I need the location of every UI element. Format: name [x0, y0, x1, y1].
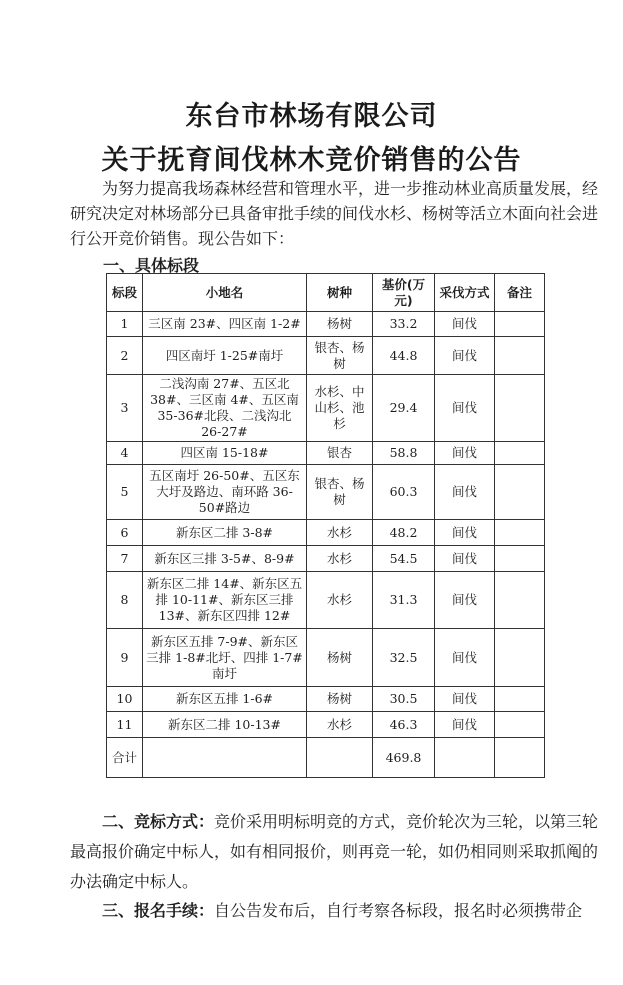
- table-row: [107, 442, 545, 465]
- cell-species: 杨树: [307, 629, 373, 687]
- table-row: [107, 337, 545, 375]
- cell-base-price: 44.8: [373, 337, 435, 375]
- cell-remark: [495, 629, 545, 687]
- cell-species: 水杉: [307, 546, 373, 572]
- cell-remark: [495, 442, 545, 465]
- cell-species: 银杏、杨树: [307, 465, 373, 520]
- cell-remark: [495, 337, 545, 375]
- cell-method: 间伐: [435, 687, 495, 712]
- header-cell: 备注: [495, 274, 545, 312]
- cell-location: 新东区五排 1-6#: [143, 687, 307, 712]
- cell-location: 五区南圩 26-50#、五区东大圩及路边、南环路 36-50#路边: [143, 465, 307, 520]
- header-cell: 基价(万元): [373, 274, 435, 312]
- registration-text: 自公告发布后，自行考察各标段，报名时必须携带企: [214, 901, 583, 920]
- cell-total-price: 469.8: [373, 738, 435, 778]
- cell-species: 水杉、中山杉、池杉: [307, 375, 373, 442]
- cell-base-price: 29.4: [373, 375, 435, 442]
- cell-location: 二浅沟南 27#、五区北 38#、三区南 4#、五区南 35-36#北段、二浅沟北 26-27#: [143, 375, 307, 442]
- cell-method: 间伐: [435, 442, 495, 465]
- table-total-row: [107, 738, 545, 778]
- cell-species: 杨树: [307, 312, 373, 337]
- table-row: [107, 520, 545, 546]
- bidding-method-text: 竞价采用明标明竞的方式，竞价轮次为三轮，以第三轮最高报价确定中标人，如有相同报价，则再竞一轮，如仍相同则采取抓阄的办法确定中标人。: [70, 812, 599, 891]
- cell-location: 新东区五排 7-9#、新东区三排 1-8#北圩、四排 1-7#南圩: [143, 629, 307, 687]
- cell-base-price: 46.3: [373, 712, 435, 738]
- cell-base-price: 32.5: [373, 629, 435, 687]
- cell-method: 间伐: [435, 375, 495, 442]
- cell-location: 新东区二排 3-8#: [143, 520, 307, 546]
- cell-remark: [495, 687, 545, 712]
- cell-section: 1: [107, 312, 143, 337]
- cell-remark: [495, 312, 545, 337]
- cell-remark: [495, 520, 545, 546]
- cell-location: [143, 738, 307, 778]
- cell-method: 间伐: [435, 572, 495, 629]
- header-cell: 标段: [107, 274, 143, 312]
- cell-location: 四区南圩 1-25#南圩: [143, 337, 307, 375]
- cell-species: 银杏: [307, 442, 373, 465]
- table-row: [107, 546, 545, 572]
- cell-base-price: 33.2: [373, 312, 435, 337]
- section-1-heading: 一、具体标段: [103, 256, 200, 275]
- cell-method: 间伐: [435, 337, 495, 375]
- cell-base-price: 60.3: [373, 465, 435, 520]
- cell-species: 杨树: [307, 687, 373, 712]
- cell-section: 7: [107, 546, 143, 572]
- bidding-method-paragraph: [70, 807, 608, 897]
- company-title: 东台市林场有限公司: [185, 101, 438, 132]
- cell-base-price: 48.2: [373, 520, 435, 546]
- cell-base-price: 30.5: [373, 687, 435, 712]
- cell-location: 三区南 23#、四区南 1-2#: [143, 312, 307, 337]
- cell-location: 新东区三排 3-5#、8-9#: [143, 546, 307, 572]
- header-cell: 小地名: [143, 274, 307, 312]
- cell-section: 6: [107, 520, 143, 546]
- cell-remark: [495, 712, 545, 738]
- cell-method: 间伐: [435, 546, 495, 572]
- cell-base-price: 58.8: [373, 442, 435, 465]
- bid-sections-table: [106, 273, 545, 778]
- cell-species: [307, 738, 373, 778]
- cell-remark: [495, 465, 545, 520]
- intro-paragraph: 为努力提高我场森林经营和管理水平，进一步推动林业高质量发展，经研究决定对林场部分已具备审批手续的间伐水杉、杨树等活立木面向社会进行公开竞价销售。现公告如下：: [70, 179, 599, 248]
- cell-method: 间伐: [435, 520, 495, 546]
- cell-section: 4: [107, 442, 143, 465]
- cell-section: 10: [107, 687, 143, 712]
- cell-method: [435, 738, 495, 778]
- table-row: [107, 375, 545, 442]
- notice-title: 关于抚育间伐林木竞价销售的公告: [101, 145, 522, 176]
- cell-remark: [495, 738, 545, 778]
- header-cell: 树种: [307, 274, 373, 312]
- cell-location: 新东区二排 10-13#: [143, 712, 307, 738]
- cell-method: 间伐: [435, 629, 495, 687]
- table-row: [107, 687, 545, 712]
- cell-section: 11: [107, 712, 143, 738]
- cell-remark: [495, 572, 545, 629]
- table-row: [107, 465, 545, 520]
- cell-method: 间伐: [435, 465, 495, 520]
- cell-species: 水杉: [307, 572, 373, 629]
- registration-paragraph: [70, 898, 608, 923]
- cell-section: 9: [107, 629, 143, 687]
- cell-location: 新东区二排 14#、新东区五排 10-11#、新东区三排 13#、新东区四排 12#: [143, 572, 307, 629]
- cell-section: 3: [107, 375, 143, 442]
- cell-method: 间伐: [435, 712, 495, 738]
- cell-remark: [495, 375, 545, 442]
- table-row: [107, 629, 545, 687]
- cell-species: 水杉: [307, 712, 373, 738]
- header-cell: 采伐方式: [435, 274, 495, 312]
- cell-base-price: 54.5: [373, 546, 435, 572]
- cell-species: 银杏、杨树: [307, 337, 373, 375]
- table-row: [107, 712, 545, 738]
- registration-label: 三、报名手续：: [102, 901, 215, 920]
- cell-section: 8: [107, 572, 143, 629]
- cell-section: 5: [107, 465, 143, 520]
- table-row: [107, 312, 545, 337]
- cell-section: 2: [107, 337, 143, 375]
- cell-species: 水杉: [307, 520, 373, 546]
- cell-base-price: 31.3: [373, 572, 435, 629]
- table-header-row: [107, 274, 545, 312]
- table-row: [107, 572, 545, 629]
- cell-total-label: 合计: [107, 738, 143, 778]
- cell-location: 四区南 15-18#: [143, 442, 307, 465]
- cell-remark: [495, 546, 545, 572]
- bidding-method-label: 二、竞标方式：: [102, 812, 215, 831]
- cell-method: 间伐: [435, 312, 495, 337]
